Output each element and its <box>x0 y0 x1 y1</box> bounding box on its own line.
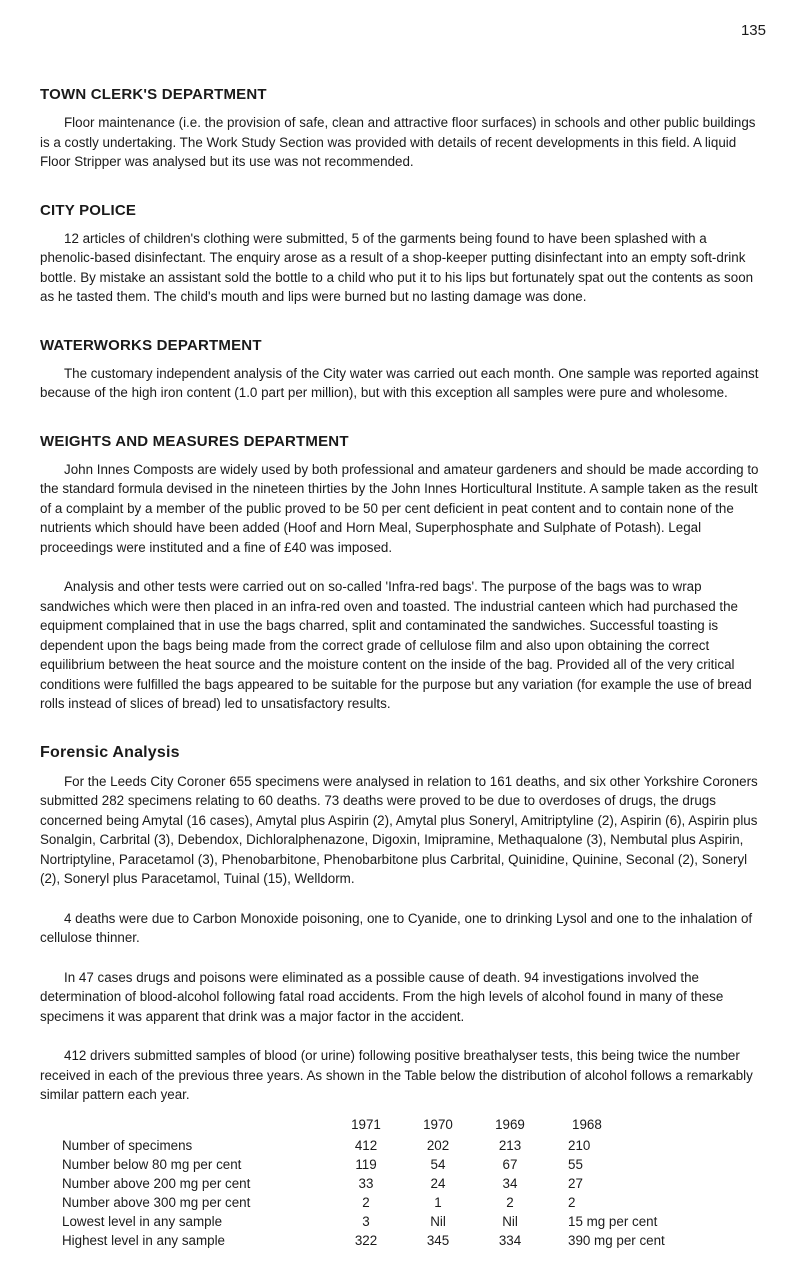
table-row <box>62 1212 728 1231</box>
paragraph-blood-alcohol: In 47 cases drugs and poisons were eliminated as a possible cause of death. 94 investigations involved the determination of blood-alcohol following fatal road accidents. From the high levels of alcohol found in many of these specimens it was apparent that drink was a major factor in the accident. <box>40 969 724 1024</box>
section-forensic <box>40 744 762 1250</box>
cell-value: 2 <box>506 1194 514 1210</box>
row-label: Lowest level in any sample <box>62 1213 223 1229</box>
cell-value: 55 <box>568 1156 583 1172</box>
cell-value: 202 <box>426 1137 450 1153</box>
section-heading-forensic: Forensic Analysis <box>40 743 180 761</box>
row-label: Number above 300 mg per cent <box>62 1194 251 1210</box>
paragraph-floor-maintenance: Floor maintenance (i.e. the provision of safe, clean and attractive floor surfaces) in schools and other public buildings is a costly undertaking. The Work Study Section was provided with details of recent developments in this field. A liquid Floor Stripper was analysed but its use was not recommended. <box>40 115 756 169</box>
table-row <box>62 1136 728 1155</box>
paragraph-clothing: 12 articles of children's clothing were submitted, 5 of the garments being found to have been splashed with a phenolic-based disinfectant. The enquiry arose as a result of a shop-keeper putting disinfectant into an empty soft-drink bottle. By mistake an assistant sold the bottle to a child who put it to his lips but fortunately spat out the contents as soon as he tasted them. The child's mouth and lips were burned but no lasting damage was done. <box>40 230 754 304</box>
cell-value: 345 <box>426 1232 450 1248</box>
paragraph-composts: John Innes Composts are widely used by both professional and amateur gardeners and should be made according to the standard formula devised in the nineteen thirties by the John Innes Horticultural Institute. A sample taken as the result of a complaint by a member of the public proved to be 50 per cent deficient in peat content and to contain none of the nutrients which should have been added (Hoof and Horn Meal, Superphosphate and Sulphate of Potash). Legal proceedings were instituted and a fine of £40 was imposed. <box>40 461 759 555</box>
table-row <box>62 1174 728 1193</box>
cell-value: Nil <box>502 1213 518 1229</box>
column-header-1970: 1970 <box>423 1116 453 1132</box>
section-waterworks <box>40 337 762 403</box>
row-label: Number below 80 mg per cent <box>62 1156 242 1172</box>
paragraph-infra-red-bags: Analysis and other tests were carried out on so-called 'Infra-red bags'. The purpose of the bags was to wrap sandwiches which were then placed in an infra-red oven and toasted. The industrial canteen which had purchased the equipment complained that in use the bags charred, split and contaminated the sandwiches. Successful toasting is dependent upon the bags being made from the correct grade of cellulose film and also upon obtaining the correct equilibrium between the heat source and the moisture content on the inside of the bag. Provided all of the very critical conditions were fulfilled the bags appeared to be suitable for the purpose but any variation (for example the use of bread rolls instead of slices of bread) led to unsatisfactory results. <box>40 579 752 711</box>
row-label: Number of specimens <box>62 1137 193 1153</box>
paragraph-water-analysis: The customary independent analysis of the City water was carried out each month. One sample was reported against because of the high iron content (1.0 part per million), but with this exception all samples were pure and wholesome. <box>40 365 759 400</box>
cell-value: 33 <box>358 1175 374 1191</box>
cell-value: Nil <box>430 1213 446 1229</box>
cell-value: 2 <box>568 1194 576 1210</box>
cell-value: 210 <box>568 1137 591 1153</box>
section-city-police <box>40 202 762 307</box>
cell-value: 24 <box>430 1175 446 1191</box>
column-header-1968: 1968 <box>572 1116 602 1132</box>
paragraph-breathalyser: 412 drivers submitted samples of blood (or urine) following positive breathalyser tests, this being twice the number received in each of the previous three years. As shown in the Table below the distribution of alcohol follows a remarkably similar pattern each year. <box>40 1048 753 1102</box>
section-heading-weights-measures: WEIGHTS AND MEASURES DEPARTMENT <box>40 432 349 450</box>
column-header-1969: 1969 <box>495 1116 525 1132</box>
cell-value: 54 <box>430 1156 446 1172</box>
table-header-blank <box>62 1117 330 1136</box>
column-header-1971: 1971 <box>351 1116 381 1132</box>
table-header-row <box>62 1117 728 1136</box>
cell-value: 34 <box>502 1175 518 1191</box>
section-weights-measures <box>40 433 762 714</box>
section-town-clerk <box>40 86 762 172</box>
cell-value: 15 mg per cent <box>568 1213 658 1229</box>
cell-value: 213 <box>498 1137 522 1153</box>
section-heading-town-clerk: TOWN CLERK'S DEPARTMENT <box>40 86 267 103</box>
cell-value: 67 <box>502 1156 518 1172</box>
table-row <box>62 1155 728 1174</box>
cell-value: 119 <box>355 1156 377 1172</box>
cell-value: 3 <box>362 1213 370 1229</box>
cell-value: 334 <box>498 1232 522 1248</box>
section-heading-city-police: CITY POLICE <box>40 201 137 219</box>
cell-value: 390 mg per cent <box>568 1232 665 1248</box>
row-label: Number above 200 mg per cent <box>62 1175 251 1191</box>
table-row <box>62 1193 728 1212</box>
cell-value: 412 <box>354 1137 378 1153</box>
paragraph-carbon-monoxide: 4 deaths were due to Carbon Monoxide poisoning, one to Cyanide, one to drinking Lysol and one to the inhalation of cellulose thinner. <box>40 910 753 945</box>
row-label: Highest level in any sample <box>62 1232 226 1248</box>
section-heading-waterworks: WATERWORKS DEPARTMENT <box>40 336 262 354</box>
cell-value: 2 <box>362 1194 370 1210</box>
paragraph-coroner: For the Leeds City Coroner 655 specimens were analysed in relation to 161 deaths, and six other Yorkshire Coroners submitted 282 specimens relating to 60 deaths. 73 deaths were proved to be due to overdoses of drugs, the drugs concerned being Amytal (16 cases), Amytal plus Aspirin (2), Amytal plus Soneryl, Amitriptyline (2), Aspirin (6), Aspirin plus Sonalgin, Carbrital (3), Debendox, Dichloralphenazone, Digoxin, Imipramine, Methaqualone (3), Nembutal plus Aspirin, Nortriptyline, Paracetamol (3), Phenobarbitone, Phenobarbitone plus Carbrital, Quinidine, Quinine, Seconal (2), Soneryl (2), Soneryl plus Paracetamol, Tuinal (15), Welldorm. <box>40 773 758 886</box>
page-content <box>40 86 762 1280</box>
page-number: 135 <box>740 22 766 39</box>
alcohol-distribution-table <box>62 1117 728 1250</box>
cell-value: 27 <box>568 1175 583 1191</box>
cell-value: 322 <box>354 1232 378 1248</box>
table-row <box>62 1231 728 1250</box>
cell-value: 1 <box>434 1194 442 1210</box>
